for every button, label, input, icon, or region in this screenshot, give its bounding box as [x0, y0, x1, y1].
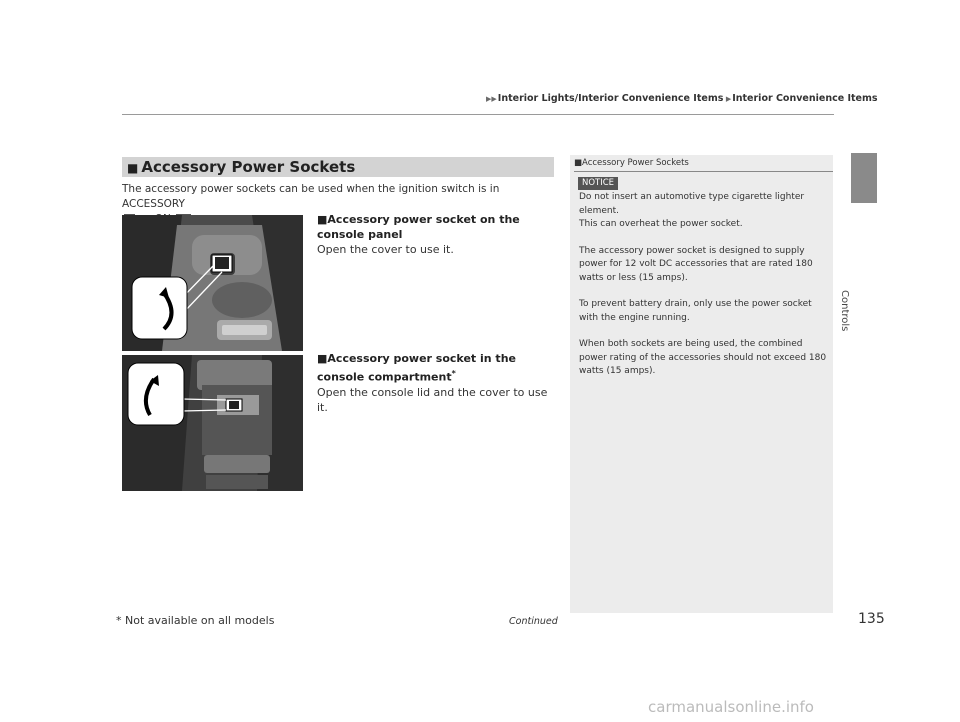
- console-compartment-socket-photo: [122, 355, 303, 491]
- notes-header: [574, 158, 689, 168]
- subsection-text: Open the cover to use it.: [317, 243, 454, 256]
- subsection-console-panel: [317, 212, 557, 257]
- subsection-heading-text: Accessory power socket on the console panel: [317, 213, 520, 241]
- continued-label: Continued: [509, 616, 558, 627]
- page-number: 135: [858, 611, 885, 627]
- subsection-text: Open the console lid and the cover to use it.: [317, 385, 548, 414]
- breadcrumb-arrow-icon: ▶▶: [486, 95, 497, 103]
- square-bullet-icon: ■: [127, 161, 139, 175]
- footnote: * Not available on all models: [116, 614, 275, 627]
- subsection-heading-text: Accessory power socket in the console compartment: [317, 352, 516, 384]
- notice-badge: NOTICE: [578, 177, 618, 190]
- square-bullet-icon: ■: [317, 352, 328, 365]
- asterisk-marker: *: [451, 369, 456, 378]
- note-paragraph: To prevent battery drain, only use the power socket with the engine running.: [579, 299, 812, 323]
- breadcrumb-part2[interactable]: Interior Convenience Items: [732, 93, 878, 104]
- watermark: carmanualsonline.info: [648, 698, 814, 716]
- note-paragraph: When both sockets are being used, the combined power rating of the accessories should not exceed 180 watts (15 amps).: [579, 339, 827, 376]
- breadcrumb-arrow-icon: ▶: [723, 95, 732, 103]
- subsection-console-compartment: [317, 351, 557, 415]
- section-title-text: Accessory Power Sockets: [141, 158, 356, 176]
- subsection-heading: [317, 212, 557, 242]
- breadcrumb-part1[interactable]: Interior Lights/Interior Convenience Items: [497, 93, 724, 104]
- section-title: [127, 157, 355, 178]
- header-divider: [122, 114, 834, 115]
- chapter-label: Controls: [839, 290, 850, 332]
- notes-header-text: Accessory Power Sockets: [582, 158, 689, 168]
- reference-icon: ■: [574, 158, 583, 168]
- notes-divider: [574, 171, 833, 172]
- subsection-heading: [317, 351, 557, 385]
- notes-body: [579, 191, 827, 392]
- square-bullet-icon: ■: [317, 213, 328, 226]
- chapter-tab: [851, 153, 877, 203]
- intro-text: The accessory power sockets can be used when the ignition switch is in ACCESSORY: [122, 183, 500, 210]
- console-panel-socket-photo: [122, 215, 303, 351]
- breadcrumb: [486, 93, 878, 104]
- note-paragraph: The accessory power socket is designed to supply power for 12 volt DC accessories that are rated 180 watts or less (15 amps).: [579, 245, 813, 283]
- note-paragraph: Do not insert an automotive type cigarette lighter element. This can overheat the power socket.: [579, 192, 805, 229]
